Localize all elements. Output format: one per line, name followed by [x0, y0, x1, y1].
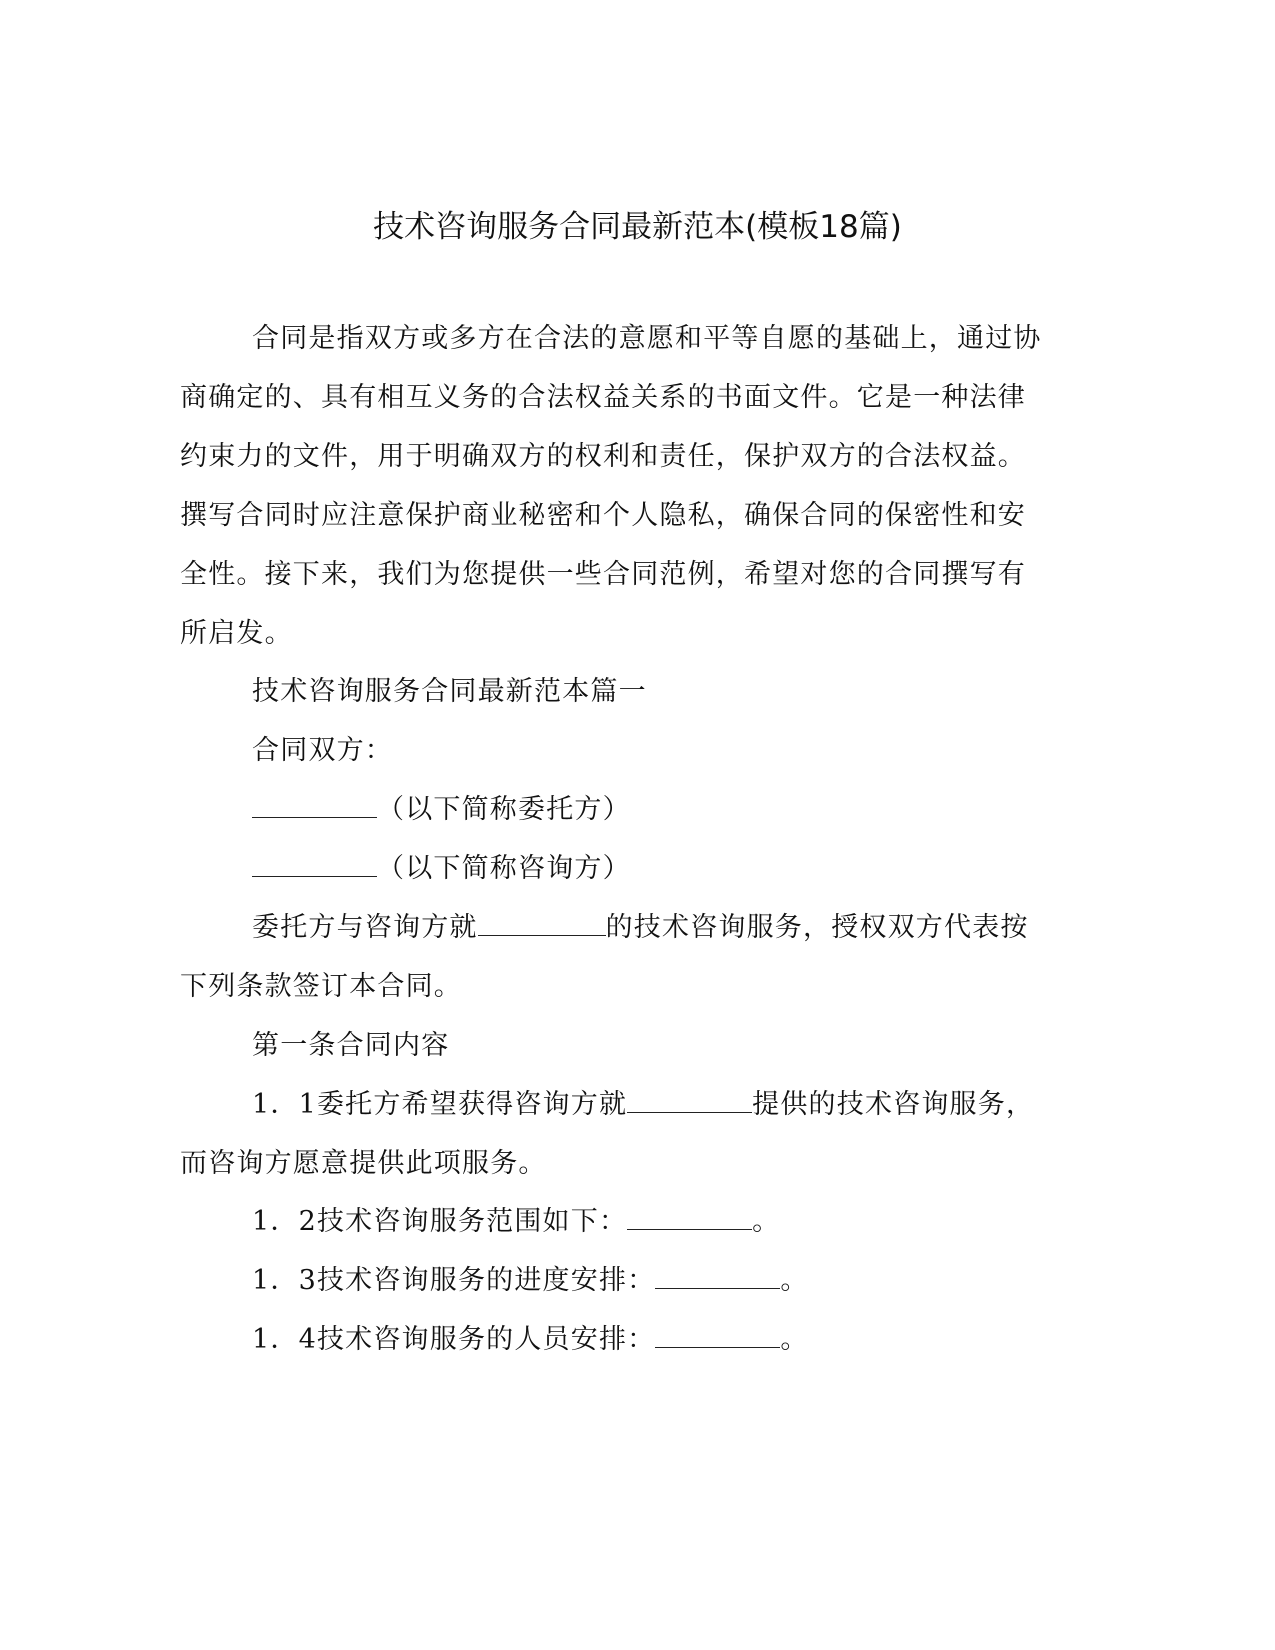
clause-1-1-line-2: 而咨询方愿意提供此项服务。 — [180, 1148, 547, 1179]
clause-1-2-blank — [627, 1203, 752, 1230]
intro-line-5: 全性。接下来，我们为您提供一些合同范例，希望对您的合同撰写有 — [180, 559, 1026, 590]
agreement-suffix: 的技术咨询服务，授权双方代表按 — [605, 912, 1029, 943]
clause-1-4-blank — [655, 1321, 780, 1348]
intro-line-3: 约束力的文件，用于明确双方的权利和责任，保护双方的合法权益。 — [180, 441, 1026, 472]
clause-1-3-prefix: 1．3技术咨询服务的进度安排： — [252, 1265, 656, 1296]
intro-line-2: 商确定的、具有相互义务的合法权益关系的书面文件。它是一种法律 — [180, 382, 1026, 413]
article-1-heading: 第一条合同内容 — [252, 1030, 450, 1061]
party-2-blank — [252, 850, 377, 877]
agreement-line-2: 下列条款签订本合同。 — [180, 971, 462, 1002]
clause-1-2-suffix: 。 — [752, 1206, 781, 1237]
clause-1-1-suffix: 提供的技术咨询服务， — [752, 1089, 1035, 1120]
document-title: 技术咨询服务合同最新范本(模板18篇) — [373, 209, 902, 245]
clause-1-4-prefix: 1．4技术咨询服务的人员安排： — [252, 1324, 656, 1355]
clause-1-1-prefix: 1．1委托方希望获得咨询方就 — [252, 1089, 628, 1120]
party-1-blank — [252, 791, 377, 818]
intro-line-6: 所启发。 — [180, 618, 293, 649]
section-heading: 技术咨询服务合同最新范本篇一 — [252, 676, 647, 707]
clause-1-3 — [252, 1259, 809, 1303]
party-1-suffix: （以下简称委托方） — [377, 794, 631, 825]
intro-line-1: 合同是指双方或多方在合法的意愿和平等自愿的基础上，通过协 — [252, 323, 1042, 354]
clause-1-1-blank — [627, 1086, 752, 1113]
clause-1-4 — [252, 1318, 809, 1362]
clause-1-3-suffix: 。 — [780, 1265, 809, 1296]
intro-line-4: 撰写合同时应注意保护商业秘密和个人隐私，确保合同的保密性和安 — [180, 500, 1026, 531]
agreement-line-1 — [252, 906, 1029, 950]
party-1-line — [252, 788, 631, 832]
agreement-blank — [478, 909, 606, 936]
clause-1-2 — [252, 1200, 780, 1244]
clause-1-2-prefix: 1．2技术咨询服务范围如下： — [252, 1206, 628, 1237]
clause-1-3-blank — [655, 1262, 780, 1289]
party-2-suffix: （以下简称咨询方） — [377, 853, 631, 884]
parties-label: 合同双方： — [252, 735, 393, 766]
clause-1-1-line-1 — [252, 1083, 1034, 1127]
clause-1-4-suffix: 。 — [780, 1324, 809, 1355]
agreement-prefix: 委托方与咨询方就 — [252, 912, 478, 943]
party-2-line — [252, 847, 631, 891]
